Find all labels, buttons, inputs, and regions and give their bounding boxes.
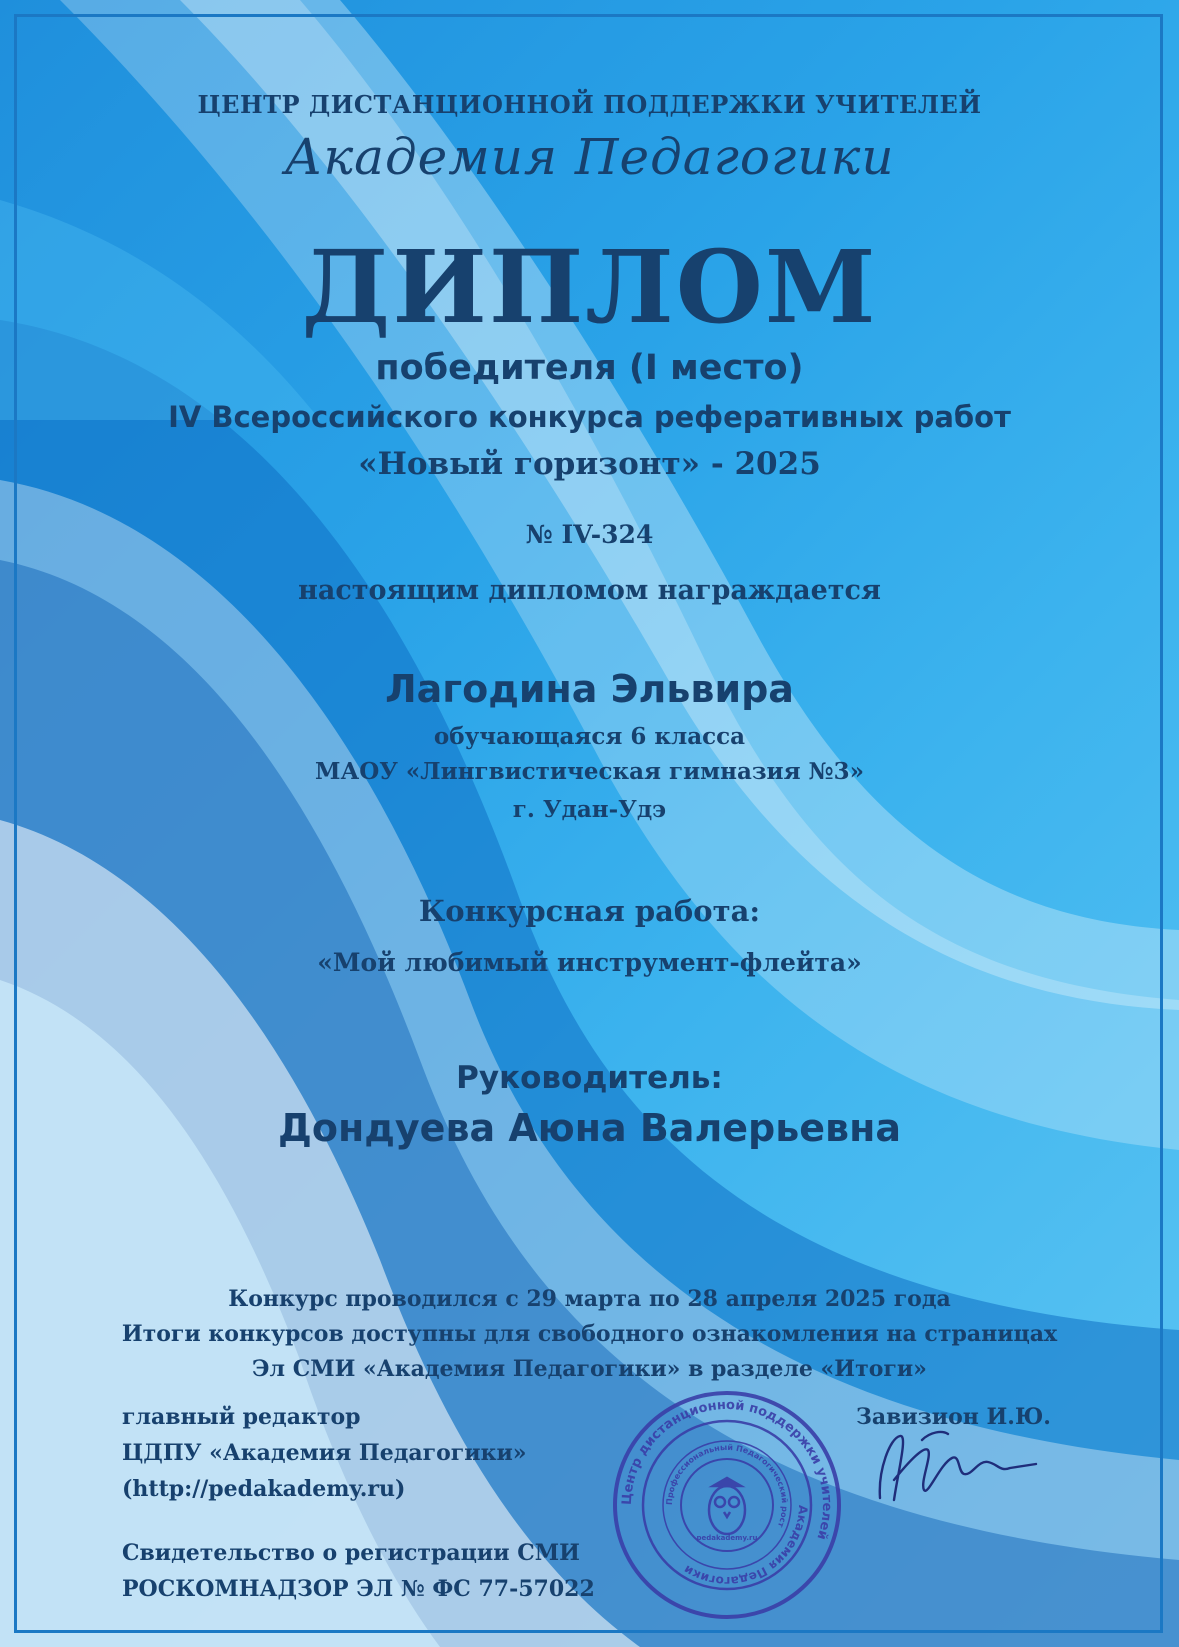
work-title: «Мой любимый инструмент-флейта» bbox=[317, 948, 862, 977]
recipient-city: г. Удан-Удэ bbox=[512, 796, 667, 823]
footer-line-2: Итоги конкурсов доступны для свободного ознакомления на страницах bbox=[121, 1321, 1058, 1347]
editor-role: главный редактор bbox=[122, 1404, 361, 1430]
registration-line-2: РОСКОМНАДЗОР ЭЛ № ФС 77-57022 bbox=[122, 1576, 595, 1602]
recipient-school: МАОУ «Лингвистическая гимназия №3» bbox=[315, 758, 864, 785]
academy-script-title: Академия Педагогики bbox=[284, 128, 895, 186]
editor-name: Завизион И.Ю. bbox=[856, 1404, 1051, 1430]
editor-org: ЦДПУ «Академия Педагогики» bbox=[122, 1440, 527, 1466]
work-label: Конкурсная работа: bbox=[418, 894, 761, 928]
registration-line-1: Свидетельство о регистрации СМИ bbox=[122, 1540, 580, 1566]
contest-line: IV Всероссийского конкурса реферативных работ bbox=[168, 400, 1011, 434]
owl-icon bbox=[709, 1478, 745, 1534]
official-stamp bbox=[612, 1390, 842, 1620]
footer-line-3: Эл СМИ «Академия Педагогики» в разделе «Итоги» bbox=[252, 1356, 927, 1382]
supervisor-name: Дондуева Аюна Валерьевна bbox=[278, 1106, 901, 1150]
footer-line-1: Конкурс проводился с 29 марта по 28 апреля 2025 года bbox=[228, 1286, 951, 1312]
diploma-subtitle: победителя (I место) bbox=[375, 348, 804, 388]
awarded-line: настоящим дипломом награждается bbox=[298, 575, 881, 606]
editor-signature bbox=[860, 1410, 1040, 1520]
supervisor-label: Руководитель: bbox=[456, 1060, 723, 1096]
stamp-inner-text: Профессиональный Педагогический рост bbox=[664, 1442, 790, 1529]
stamp-url: pedakademy.ru bbox=[696, 1534, 758, 1542]
diploma-title: ДИПЛОМ bbox=[301, 228, 878, 346]
recipient-grade: обучающаяся 6 класса bbox=[433, 723, 746, 750]
editor-url: (http://pedakademy.ru) bbox=[122, 1476, 406, 1502]
stamp-middle-text: Академия Педагогики bbox=[681, 1504, 811, 1589]
contest-name: «Новый горизонт» - 2025 bbox=[358, 446, 821, 482]
org-name: ЦЕНТР ДИСТАНЦИОННОЙ ПОДДЕРЖКИ УЧИТЕЛЕЙ bbox=[197, 90, 982, 119]
stamp-outer-text: Центр дистанционной поддержки учителей bbox=[619, 1397, 835, 1542]
diploma-number: № IV-324 bbox=[525, 520, 654, 549]
recipient-name: Лагодина Эльвира bbox=[385, 667, 794, 711]
